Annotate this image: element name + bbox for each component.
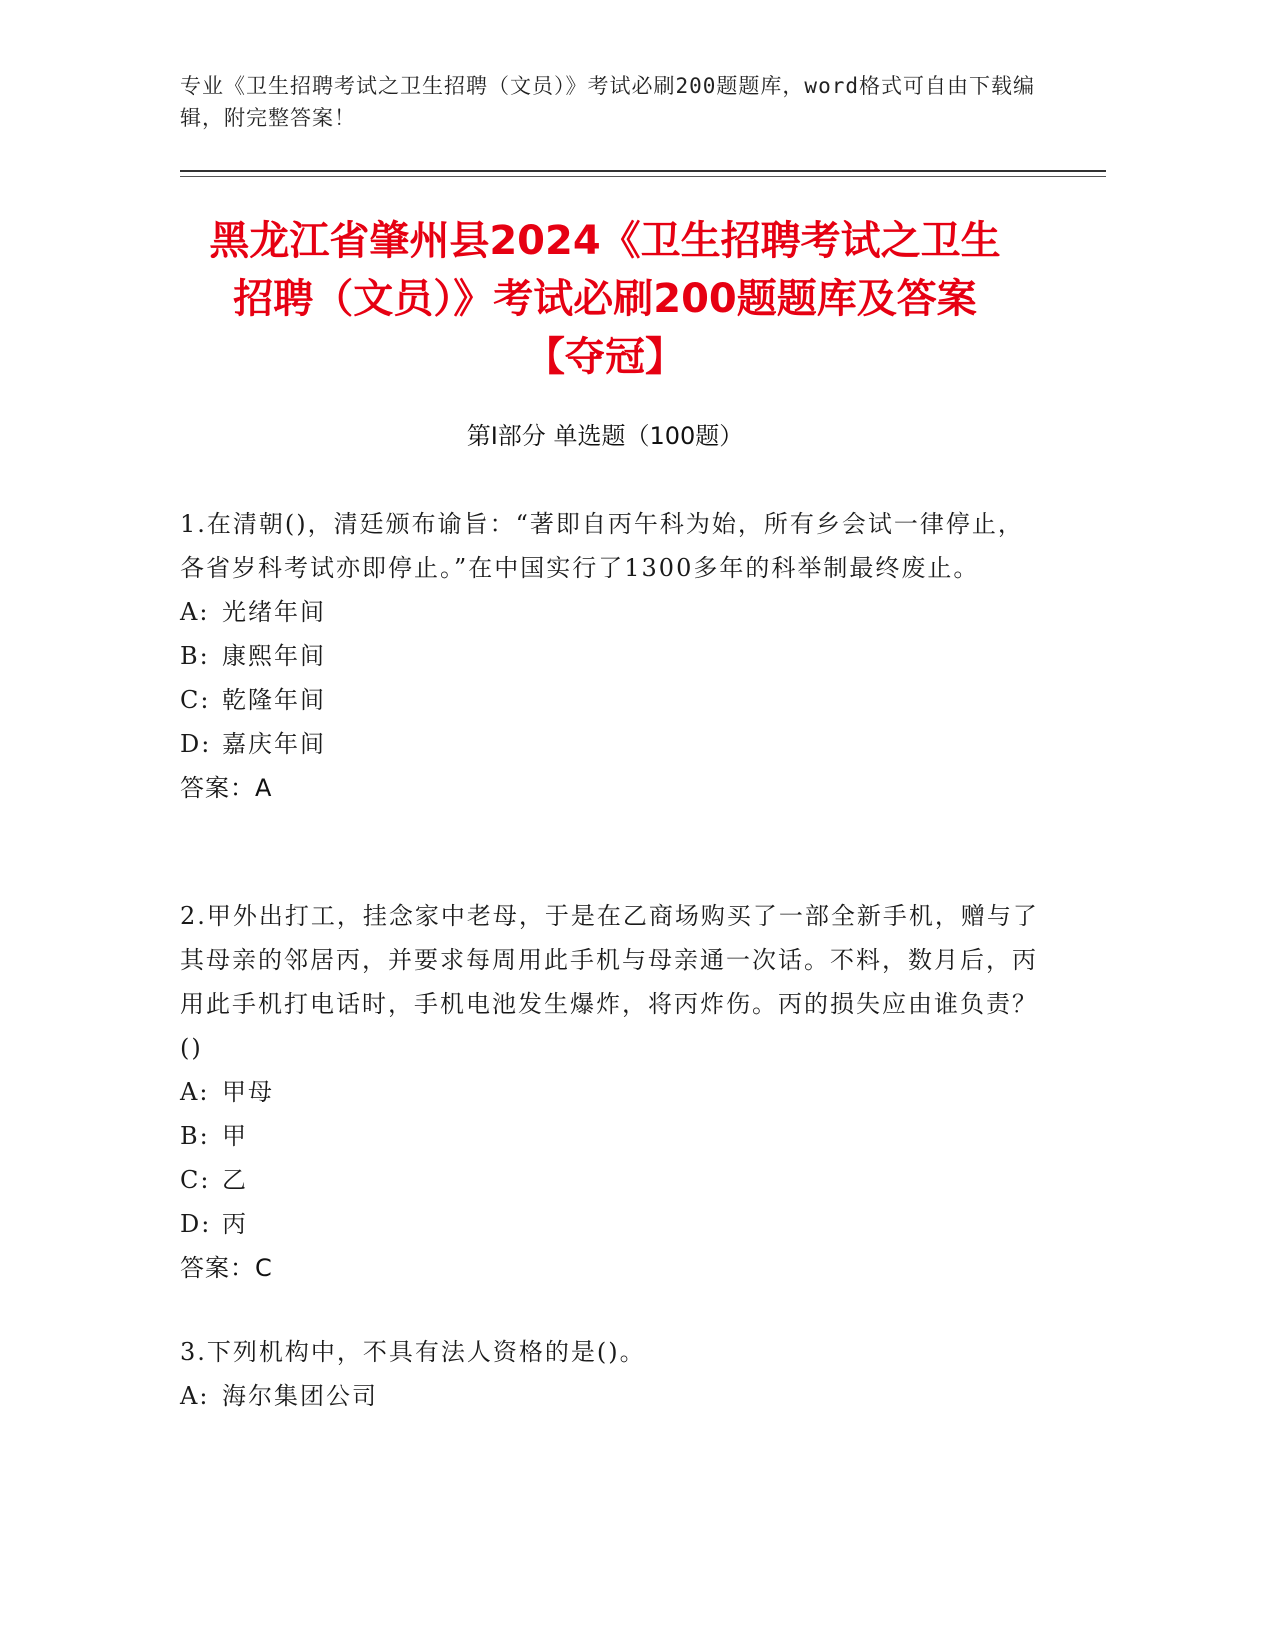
document-title-line-1: 黑龙江省肇州县2024《卫生招聘考试之卫生 [209, 218, 1001, 264]
option-text: 光绪年间 [222, 598, 326, 626]
option-text: 丙 [222, 1210, 248, 1238]
question-stem: 3.下列机构中，不具有法人资格的是()。 [180, 1338, 646, 1366]
question-stem: 1.在清朝()，清廷颁布谕旨：“著即自丙午科为始，所有乡会试一律停止，各省岁科考试亦即停止。”在中国实行了1300多年的科举制最终废止。 [180, 510, 1024, 582]
answer-line: 答案：C [180, 1254, 273, 1282]
question-1 [180, 502, 1040, 810]
document-title-line-3: 【夺冠】 [525, 334, 685, 380]
header-note: 专业《卫生招聘考试之卫生招聘（文员）》考试必刷200题题库，word格式可自由下载编辑，附完整答案！ [180, 74, 1035, 130]
option-key: C: [180, 1166, 211, 1194]
option-text: 甲母 [222, 1078, 274, 1106]
question-3 [180, 1330, 1040, 1418]
option-d [180, 1202, 1040, 1246]
option-text: 乾隆年间 [222, 686, 326, 714]
option-key: A: [180, 598, 210, 626]
option-text: 嘉庆年间 [222, 730, 326, 758]
option-c [180, 678, 1040, 722]
question-2 [180, 894, 1040, 1290]
option-a [180, 1070, 1040, 1114]
option-key: A: [180, 1382, 210, 1410]
option-text: 甲 [222, 1122, 248, 1150]
option-b [180, 1114, 1040, 1158]
document-title-line-2: 招聘（文员）》考试必刷200题题库及答案 [233, 276, 977, 322]
option-text: 乙 [222, 1166, 248, 1194]
answer-line: 答案：A [180, 774, 273, 802]
option-b [180, 634, 1040, 678]
option-text: 康熙年间 [222, 642, 326, 670]
option-a [180, 1374, 1040, 1418]
document-title [160, 212, 1050, 386]
option-key: C: [180, 686, 211, 714]
option-a [180, 590, 1040, 634]
section-title: 第Ⅰ部分 单选题（100题） [466, 422, 744, 450]
question-stem: 2.甲外出打工，挂念家中老母，于是在乙商场购买了一部全新手机，赠与了其母亲的邻居丙，并要求每周用此手机与母亲通一次话。不料，数月后，丙用此手机打电话时，手机电池发生爆炸，将丙炸伤。丙的损失应由谁负责？() [180, 902, 1039, 1062]
option-key: D: [180, 730, 212, 758]
header-rule-thin [180, 176, 1106, 177]
option-key: B: [180, 1122, 210, 1150]
header-rule-thick [180, 170, 1106, 172]
option-text: 海尔集团公司 [222, 1382, 378, 1410]
option-d [180, 722, 1040, 766]
option-key: A: [180, 1078, 210, 1106]
option-key: B: [180, 642, 210, 670]
option-key: D: [180, 1210, 212, 1238]
option-c [180, 1158, 1040, 1202]
